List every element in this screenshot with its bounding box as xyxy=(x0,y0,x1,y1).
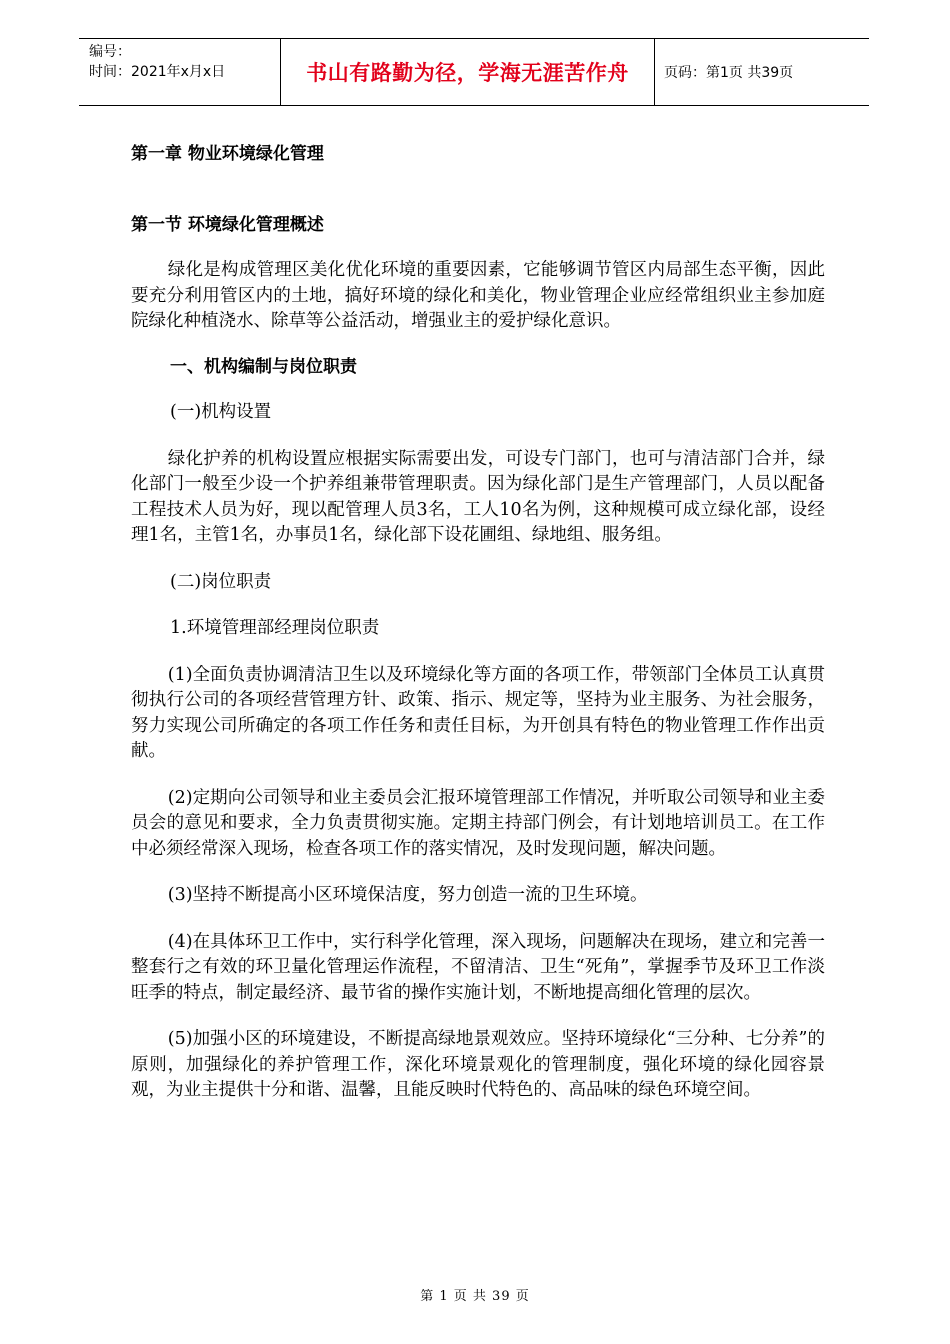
duty-item-3: (3)坚持不断提高小区环境保洁度，努力创造一流的卫生环境。 xyxy=(167,885,648,905)
header-motto: 书山有路勤为径，学海无涯苦作舟 xyxy=(281,39,655,105)
subheading-org-setup: (一)机构设置 xyxy=(170,402,272,422)
page-header xyxy=(79,38,869,106)
intro-paragraph: 绿化是构成管理区美化优化环境的重要因素，它能够调节管区内局部生态平衡，因此要充分利用管区内的土地，搞好环境的绿化和美化，物业管理企业应经常组织业主参加庭院绿化种植浇水、除草等公益活动，增强业主的爱护绿化意识。 xyxy=(131,260,825,331)
chapter-title: 第一章 物业环境绿化管理 xyxy=(131,144,324,164)
duty-item-5: (5)加强小区的环境建设，不断提高绿地景观效应。坚持环境绿化“三分种、七分养”的原则，加强绿化的养护管理工作，深化环境景观化的管理制度，强化环境的绿化园容景观，为业主提供十分和谐、温馨，且能反映时代特色的、高品味的绿色环境空间。 xyxy=(131,1029,825,1100)
document-number-label: 编号： xyxy=(89,44,131,60)
document-body xyxy=(131,138,825,1104)
subheading-duties: (二)岗位职责 xyxy=(170,571,272,592)
duty-item-2: (2)定期向公司领导和业主委员会汇报环境管理部工作情况，并听取公司领导和业主委员会的意见和要求，全力负责贯彻实施。定期主持部门例会，有计划地培训员工。在工作中必须经常深入现场，检查各项工作的落实情况，及时发现问题，解决问题。 xyxy=(131,787,825,859)
header-meta xyxy=(79,39,281,105)
section-title: 第一节 环境绿化管理概述 xyxy=(131,214,324,235)
org-setup-paragraph: 绿化护养的机构设置应根据实际需要出发，可设专门部门，也可与清洁部门合并，绿化部门一般至少设一个护养组兼带管理职责。因为绿化部门是生产管理部门，人员以配备工程技术人员为好，现以配管理人员3名，工人10名为例，这种规模可成立绿化部，设经理1名，主管1名，办事员1名，绿化部下设花圃组、绿地组、服务组。 xyxy=(131,448,825,545)
duty-item-1: (1)全面负责协调清洁卫生以及环境绿化等方面的各项工作，带领部门全体员工认真贯彻执行公司的各项经营管理方针、政策、指示、规定等，坚持为业主服务、为社会服务，努力实现公司所确定的各项工作任务和责任目标，为开创具有特色的物业管理工作作出贡献。 xyxy=(131,664,825,761)
header-page-info: 页码：第1页 共39页 xyxy=(664,65,794,81)
document-date: 时间：2021年x月x日 xyxy=(89,64,226,80)
duty-item-4: (4)在具体环卫工作中，实行科学化管理，深入现场，问题解决在现场，建立和完善一整套行之有效的环卫量化管理运作流程，不留清洁、卫生“死角”，掌握季节及环卫工作淡旺季的特点，制定最经济、最节省的操作实施计划，不断地提高细化管理的层次。 xyxy=(131,931,825,1003)
page-footer: 第 1 页 共 39 页 xyxy=(420,1289,530,1304)
heading-organization: 一、机构编制与岗位职责 xyxy=(170,356,357,377)
subheading-manager-duties: 1.环境管理部经理岗位职责 xyxy=(170,618,380,638)
